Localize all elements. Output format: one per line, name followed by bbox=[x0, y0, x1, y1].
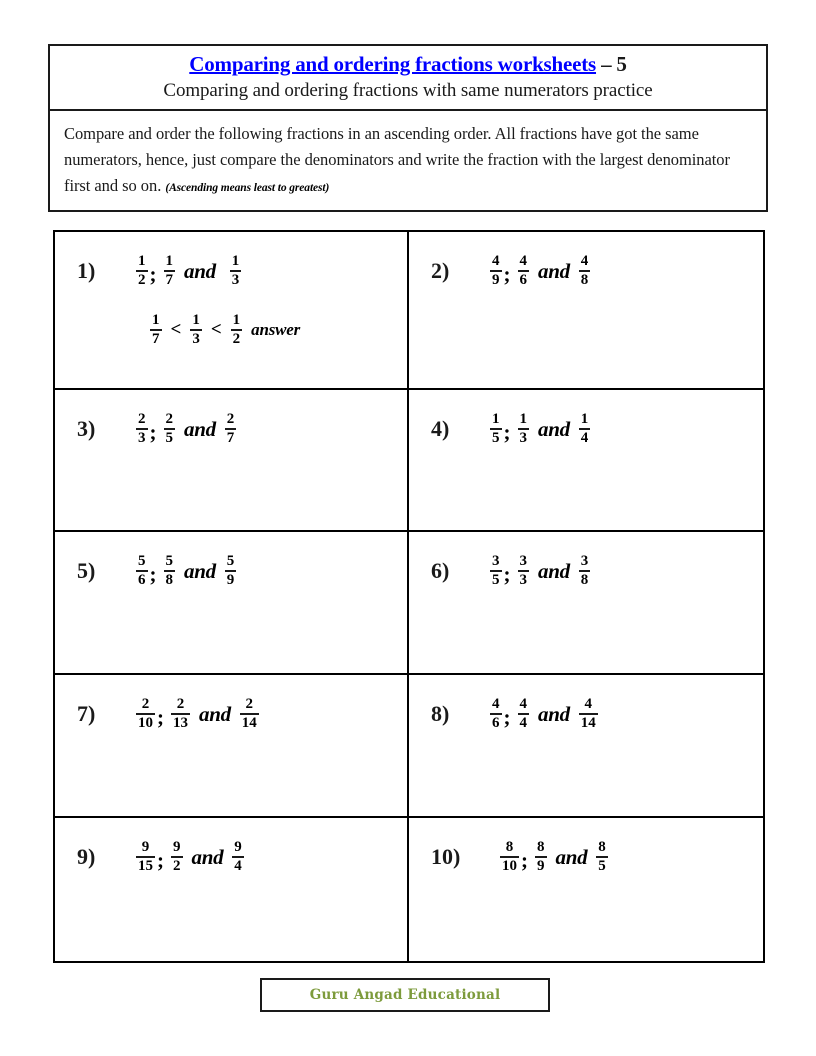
table-row bbox=[55, 675, 763, 818]
conjunction: and bbox=[199, 701, 231, 726]
page-subtitle: Comparing and ordering fractions with same numerators practice bbox=[163, 80, 653, 101]
less-than-sign: < bbox=[210, 318, 222, 340]
question-expression bbox=[77, 554, 397, 589]
fraction: $\frac{9}{15}$ bbox=[138, 839, 153, 875]
question-expression bbox=[77, 254, 397, 289]
table-row bbox=[55, 532, 763, 675]
conjunction: and bbox=[184, 558, 216, 583]
question-number: 8) bbox=[431, 701, 450, 727]
answer-line bbox=[77, 313, 397, 348]
fraction: $\frac{1}{5}$ bbox=[492, 411, 500, 447]
fraction: $\frac{3}{5}$ bbox=[492, 553, 500, 589]
conjunction: and bbox=[191, 844, 224, 869]
fraction: $\frac{2}{10}$ bbox=[138, 696, 153, 732]
question-expression bbox=[431, 840, 753, 875]
question-number: 6) bbox=[431, 558, 450, 584]
fraction: $\frac{1}{7}$ bbox=[165, 253, 173, 289]
footer-box bbox=[260, 978, 550, 1012]
question-expression bbox=[77, 412, 397, 447]
fraction: $\frac{1}{3}$ bbox=[231, 253, 240, 289]
question-cell-8[interactable] bbox=[409, 675, 763, 816]
conjunction: and bbox=[184, 258, 216, 283]
fraction: $\frac{1}{4}$ bbox=[580, 411, 589, 447]
conjunction: and bbox=[184, 416, 216, 441]
fraction: $\frac{5}{9}$ bbox=[226, 553, 235, 589]
fraction: $\frac{5}{6}$ bbox=[138, 553, 146, 589]
worksheet-header bbox=[48, 44, 768, 212]
question-expression bbox=[431, 697, 753, 732]
question-cell-7[interactable] bbox=[55, 675, 409, 816]
table-row bbox=[55, 232, 763, 390]
instruction-text: Compare and order the following fractions in an ascending order. All fractions have got the same numerators, hence, just compare the denominators and write the fraction with the largest denominator first and so on. bbox=[64, 124, 730, 196]
fraction: $\frac{4}{14}$ bbox=[580, 696, 596, 732]
conjunction: and bbox=[538, 558, 570, 583]
instruction-note: (Ascending means least to greatest) bbox=[165, 182, 330, 195]
conjunction: and bbox=[538, 701, 570, 726]
fraction: $\frac{2}{3}$ bbox=[138, 411, 146, 447]
answer-fraction: $\frac{1}{3}$ bbox=[192, 311, 200, 347]
instruction-row bbox=[50, 111, 766, 210]
question-cell-4[interactable] bbox=[409, 390, 763, 530]
table-row bbox=[55, 390, 763, 532]
conjunction: and bbox=[538, 258, 570, 283]
fraction: $\frac{8}{10}$ bbox=[502, 839, 517, 875]
answer-fraction: $\frac{1}{7}$ bbox=[152, 311, 160, 347]
fraction: $\frac{2}{5}$ bbox=[165, 411, 173, 447]
fraction-separator: ; bbox=[149, 261, 157, 286]
question-number: 5) bbox=[77, 558, 96, 584]
fraction: $\frac{9}{2}$ bbox=[173, 839, 181, 875]
conjunction: and bbox=[555, 844, 588, 869]
question-number: 10) bbox=[431, 844, 461, 870]
question-cell-5[interactable] bbox=[55, 532, 409, 673]
fraction: $\frac{3}{3}$ bbox=[519, 553, 527, 589]
question-cell-6[interactable] bbox=[409, 532, 763, 673]
question-cell-9[interactable] bbox=[55, 818, 409, 961]
fraction: $\frac{3}{8}$ bbox=[580, 553, 589, 589]
less-than-sign: < bbox=[170, 318, 182, 340]
answer-fraction: $\frac{1}{2}$ bbox=[232, 311, 241, 347]
question-expression bbox=[77, 697, 397, 732]
fraction: $\frac{4}{6}$ bbox=[492, 696, 500, 732]
fraction: $\frac{4}{6}$ bbox=[519, 253, 527, 289]
fraction: $\frac{9}{4}$ bbox=[234, 839, 242, 875]
fraction: $\frac{5}{8}$ bbox=[165, 553, 173, 589]
fraction-separator: ; bbox=[157, 847, 164, 872]
question-number: 2) bbox=[431, 258, 450, 284]
title-row bbox=[50, 46, 766, 111]
fraction-separator: ; bbox=[503, 419, 511, 444]
question-number: 3) bbox=[77, 416, 96, 442]
question-number: 9) bbox=[77, 844, 96, 870]
question-number: 4) bbox=[431, 416, 450, 442]
page-title: Comparing and ordering fractions worksheets bbox=[189, 52, 597, 76]
fraction: $\frac{2}{7}$ bbox=[226, 411, 235, 447]
fraction: $\frac{4}{9}$ bbox=[492, 253, 500, 289]
fraction: $\frac{4}{4}$ bbox=[519, 696, 527, 732]
fraction: $\frac{2}{13}$ bbox=[173, 696, 188, 732]
question-expression bbox=[431, 554, 753, 589]
question-cell-3[interactable] bbox=[55, 390, 409, 530]
question-number: 7) bbox=[77, 701, 96, 727]
fraction: $\frac{4}{8}$ bbox=[580, 253, 589, 289]
question-expression bbox=[77, 840, 397, 875]
page-title-suffix: – 5 bbox=[596, 52, 627, 76]
question-expression bbox=[431, 412, 753, 447]
fraction-separator: ; bbox=[503, 704, 511, 729]
table-row bbox=[55, 818, 763, 961]
fraction: $\frac{1}{3}$ bbox=[519, 411, 527, 447]
question-number: 1) bbox=[77, 258, 96, 284]
question-cell-2[interactable] bbox=[409, 232, 763, 388]
conjunction: and bbox=[538, 416, 570, 441]
fraction-separator: ; bbox=[503, 561, 511, 586]
fraction-separator: ; bbox=[521, 847, 528, 872]
question-cell-1[interactable] bbox=[55, 232, 409, 388]
fraction: $\frac{8}{9}$ bbox=[537, 839, 545, 875]
fraction-separator: ; bbox=[149, 419, 157, 444]
fraction: $\frac{8}{5}$ bbox=[598, 839, 606, 875]
question-cell-10[interactable] bbox=[409, 818, 763, 961]
fraction: $\frac{1}{2}$ bbox=[138, 253, 146, 289]
question-expression bbox=[431, 254, 753, 289]
fraction: $\frac{2}{14}$ bbox=[241, 696, 257, 732]
answer-label: answer bbox=[251, 319, 301, 339]
question-grid bbox=[53, 230, 765, 963]
fraction-separator: ; bbox=[149, 561, 157, 586]
fraction-separator: ; bbox=[503, 261, 511, 286]
footer-branding: Guru Angad Educational bbox=[309, 987, 501, 1003]
fraction-separator: ; bbox=[157, 704, 164, 729]
